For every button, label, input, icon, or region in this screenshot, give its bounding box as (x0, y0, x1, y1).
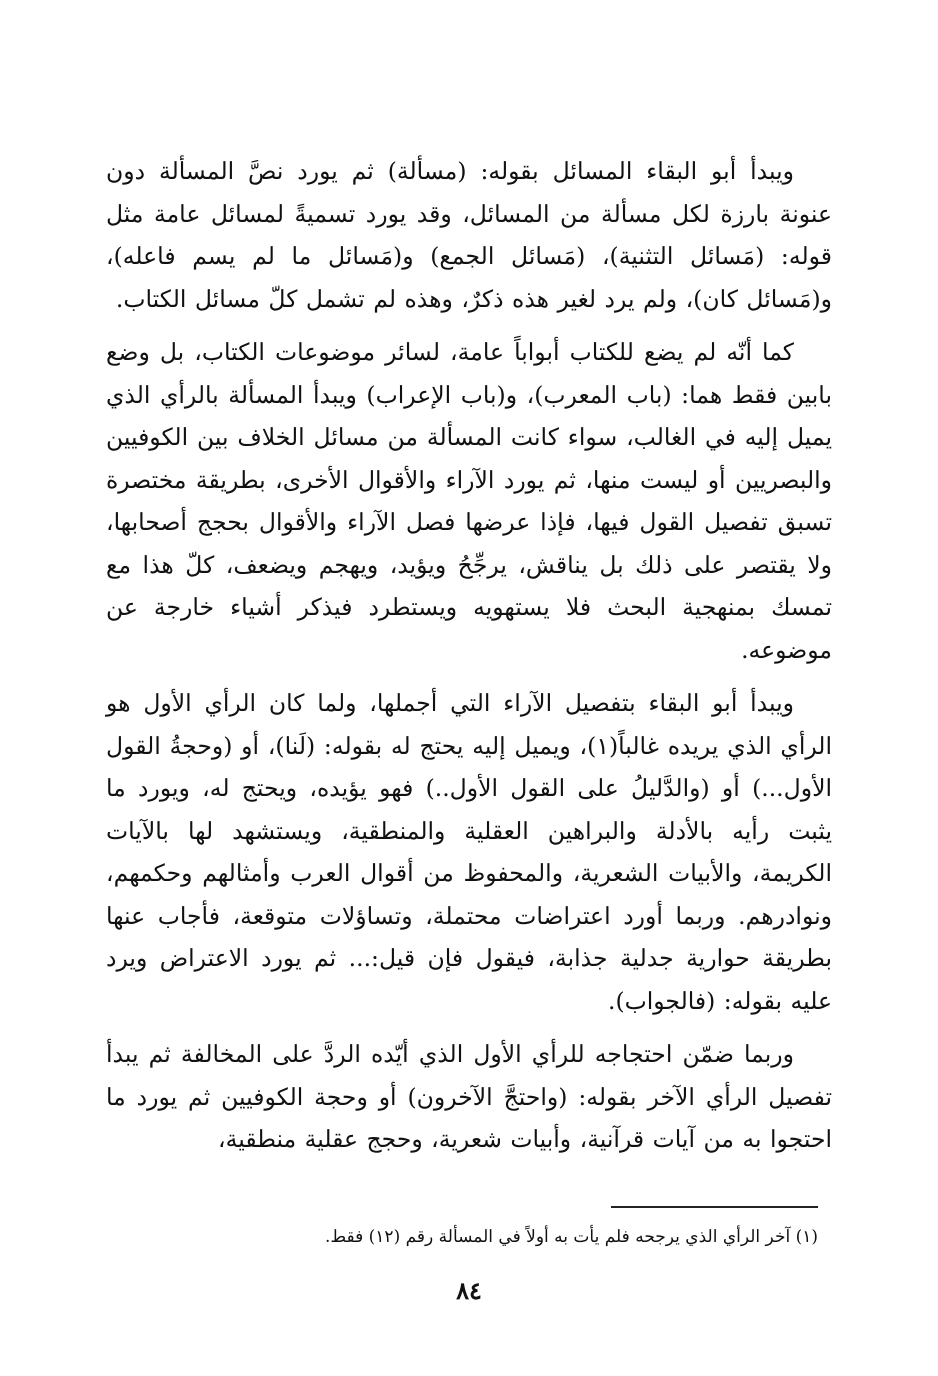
main-text (106, 150, 832, 1161)
page-number: ٨٤ (456, 1276, 482, 1305)
paragraph-3: ويبدأ أبو البقاء بتفصيل الآراء التي أجملها، ولما كان الرأي الأول هو الرأي الذي يريده غالباً(١)، ويميل إليه يحتج له بقوله: (لَنا)، أو (وحجةُ القول الأول...) أو (والدَّليلُ على القول الأول..) فهو يؤيده، ويحتج له، ويورد ما يثبت رأيه بالأدلة والبراهين العقلية والمنطقية، ويستشهد لها بالآيات الكريمة، والأبيات الشعرية، والمحفوظ من أقوال العرب وأمثالهم وحكمهم، ونوادرهم. وربما أورد اعتراضات محتملة، وتساؤلات متوقعة، فأجاب عنها بطريقة حوارية جدلية جذابة، فيقول فإن قيل:... ثم يورد الاعتراض ويرد عليه بقوله: (فالجواب). (106, 689, 832, 1015)
paragraph-4: وربما ضمّن احتجاجه للرأي الأول الذي أيّده الردَّ على المخالفة ثم يبدأ تفصيل الرأي الآخر بقوله: (واحتجَّ الآخرون) أو وحجة الكوفيين ثم يورد ما احتجوا به من آيات قرآنية، وأبيات شعرية، وحجج عقلية منطقية، (106, 1040, 832, 1153)
footnote: (١) آخر الرأي الذي يرجحه فلم يأت به أولاً في المسألة رقم (١٢) فقط. (324, 1227, 818, 1247)
paragraph-1: ويبدأ أبو البقاء المسائل بقوله: (مسألة) ثم يورد نصَّ المسألة دون عنونة بارزة لكل مسألة من المسائل، وقد يورد تسميةً لمسائل عامة مثل قوله: (مَسائل التثنية)، (مَسائل الجمع) و(مَسائل ما لم يسم فاعله)، و(مَسائل كان)، ولم يرد لغير هذه ذكرٌ، وهذه لم تشمل كلّ مسائل الكتاب. (106, 157, 832, 313)
paragraph-2: كما أنّه لم يضع للكتاب أبواباً عامة، لسائر موضوعات الكتاب، بل وضع بابين فقط هما: (باب المعرب)، و(باب الإعراب) ويبدأ المسألة بالرأي الذي يميل إليه في الغالب، سواء كانت المسألة من مسائل الخلاف بين الكوفيين والبصريين أو ليست منها، ثم يورد الآراء والأقوال الأخرى، بطريقة مختصرة تسبق تفصيل القول فيها، فإذا عرضها فصل الآراء والأقوال بحجج أصحابها، ولا يقتصر على ذلك بل يناقش، يرجِّحُ ويؤيد، ويهجم ويضعف، كلّ هذا مع تمسك بمنهجية البحث فلا يستهويه ويستطرد فيذكر أشياء خارجة عن موضوعه. (106, 338, 832, 664)
footnote-divider (611, 1206, 818, 1208)
